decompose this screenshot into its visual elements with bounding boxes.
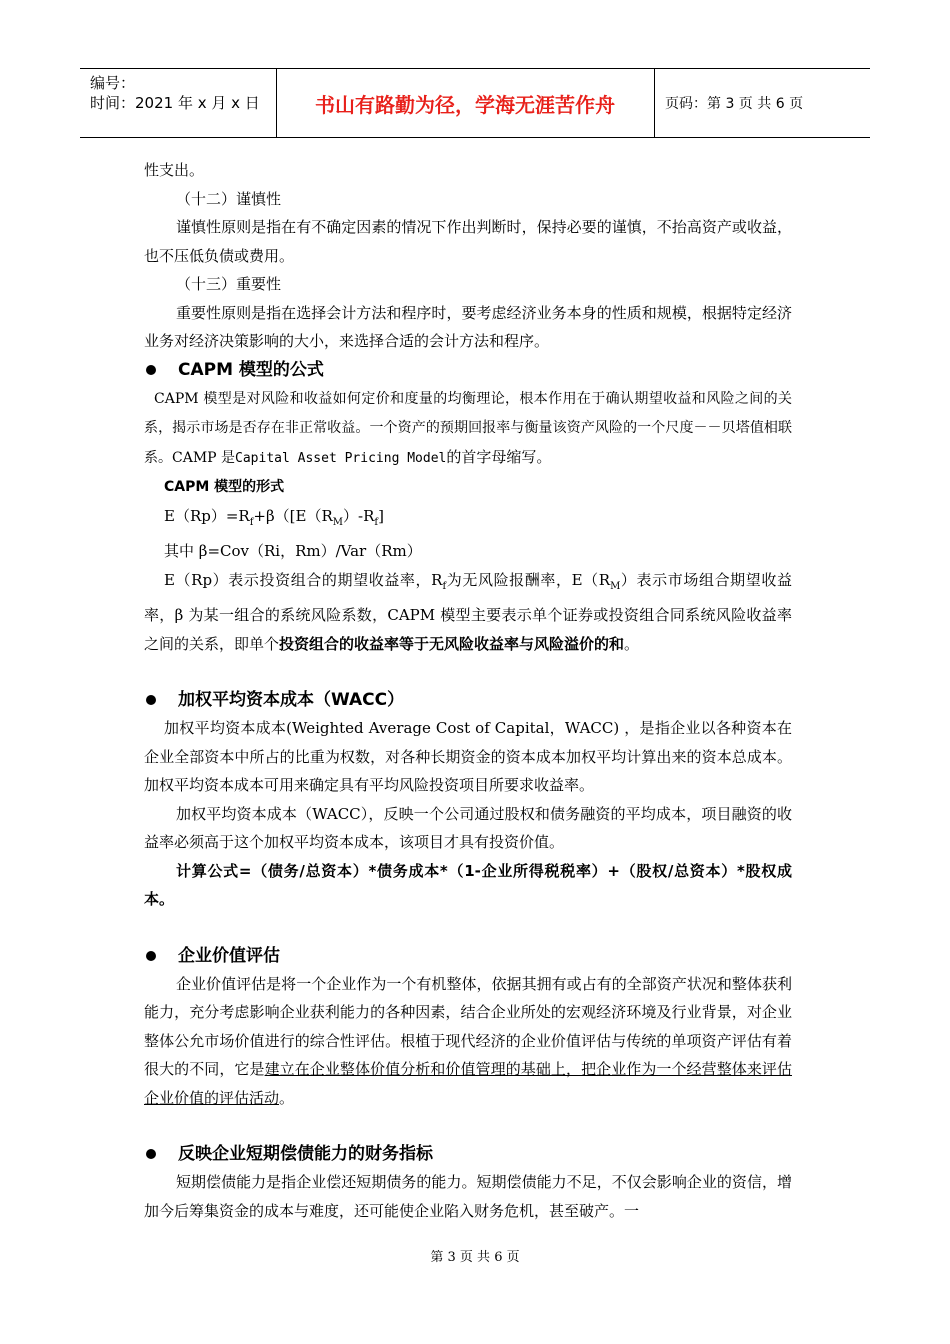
section-subtitle: （十三）重要性 <box>176 275 282 293</box>
bullet-icon <box>146 951 156 961</box>
section-subtitle: （十二）谨慎性 <box>176 189 282 208</box>
page-footer: 第 3 页 共 6 页 <box>430 1250 520 1265</box>
header-number-label: 编号： <box>90 74 136 92</box>
document-body <box>144 156 792 1225</box>
paragraph-capm-intro: CAPM 模型是对风险和收益如何定价和度量的均衡理论，根本作用在于确认期望收益和风险之间的关系，揭示市场是否存在非正常收益。一个资产的预期回报率与衡量该资产风险的一个尺度－－贝塔值相联系。CAMP 是Capital Asset Pricing Model的首字母缩写。 <box>144 390 792 466</box>
paragraph-short-term: 短期偿债能力是指企业偿还短期债务的能力。短期偿债能力不足，不仅会影响企业的资信，增加今后筹集资金的成本与难度，还可能使企业陷入财务危机，甚至破产。一 <box>144 1173 792 1220</box>
paragraph: 重要性原则是指在选择会计方法和程序时，要考虑经济业务本身的性质和规模，根据特定经济业务对经济决策影响的大小，来选择合适的会计方法和程序。 <box>144 303 792 350</box>
formula-capm: $E(Rp)=R_f+\beta([E(R_M)-R_f]$ <box>164 506 384 528</box>
paragraph-wacc-meaning: 加权平均资本成本（WACC），反映一个公司通过股权和债务融资的平均成本，项目融资的收益率必须高于这个加权平均资本成本，该项目才具有投资价值。 <box>144 804 792 851</box>
formula-beta: 其中 β=Cov（Ri，Rm）/Var（Rm） <box>164 542 422 560</box>
paragraph-wacc-definition: 加权平均资本成本(Weighted Average Cost of Capital，WACC) ，是指企业以各种资本在企业全部资本中所占的比重为权数，对各种长期资金的资本成本加权平均计算出来的资本总成本。加权平均资本成本可用来确定具有平均风险投资项目所要求收益率。 <box>144 719 792 794</box>
header-motto: 书山有路勤为径，学海无涯苦作舟 <box>276 69 655 137</box>
header-info-cell <box>80 69 277 137</box>
heading-short-term-solvency: 反映企业短期偿债能力的财务指标 <box>144 1140 792 1168</box>
heading-wacc: 加权平均资本成本（WACC） <box>144 686 792 714</box>
paragraph-capm-explain: E（Rp）表示投资组合的期望收益率，$R_f$为无风险报酬率，$E(R_M)$表示市场组合期望收益率，β 为某一组合的系统风险系数，CAPM 模型主要表示单个证券或投资组合同系统风险收益率之间的关系，即单个投资组合的收益率等于无风险收益率与风险溢价的和。 <box>144 570 792 653</box>
paragraph: 性支出。 <box>144 161 205 179</box>
heading-capm: CAPM 模型的公式 <box>144 356 792 384</box>
bullet-icon <box>146 365 156 375</box>
heading-valuation: 企业价值评估 <box>144 942 792 970</box>
paragraph-valuation: 企业价值评估是将一个企业作为一个有机整体，依据其拥有或占有的全部资产状况和整体获利能力，充分考虑影响企业获利能力的各种因素，结合企业所处的宏观经济环境及行业背景，对企业整体公允市场价值进行的综合性评估。根植于现代经济的企业价值评估与传统的单项资产评估有着很大的不同，它是建立在企业整体价值分析和价值管理的基础上，把企业作为一个经营整体来评估企业价值的评估活动。 <box>144 974 792 1107</box>
capm-form-title: CAPM 模型的形式 <box>164 479 285 495</box>
page-header <box>80 68 870 138</box>
bullet-icon <box>146 1149 156 1159</box>
header-time-label: 时间：2021 年 x 月 x 日 <box>90 94 260 112</box>
header-page-label: 页码：第 3 页 共 6 页 <box>665 96 804 112</box>
bullet-icon <box>146 695 156 705</box>
paragraph: 谨慎性原则是指在有不确定因素的情况下作出判断时，保持必要的谨慎，不抬高资产或收益，也不压低负债或费用。 <box>144 218 792 265</box>
wacc-formula: 计算公式=（债务/总资本）*债务成本*（1-企业所得税税率）+（股权/总资本）*股权成本。 <box>144 861 792 908</box>
